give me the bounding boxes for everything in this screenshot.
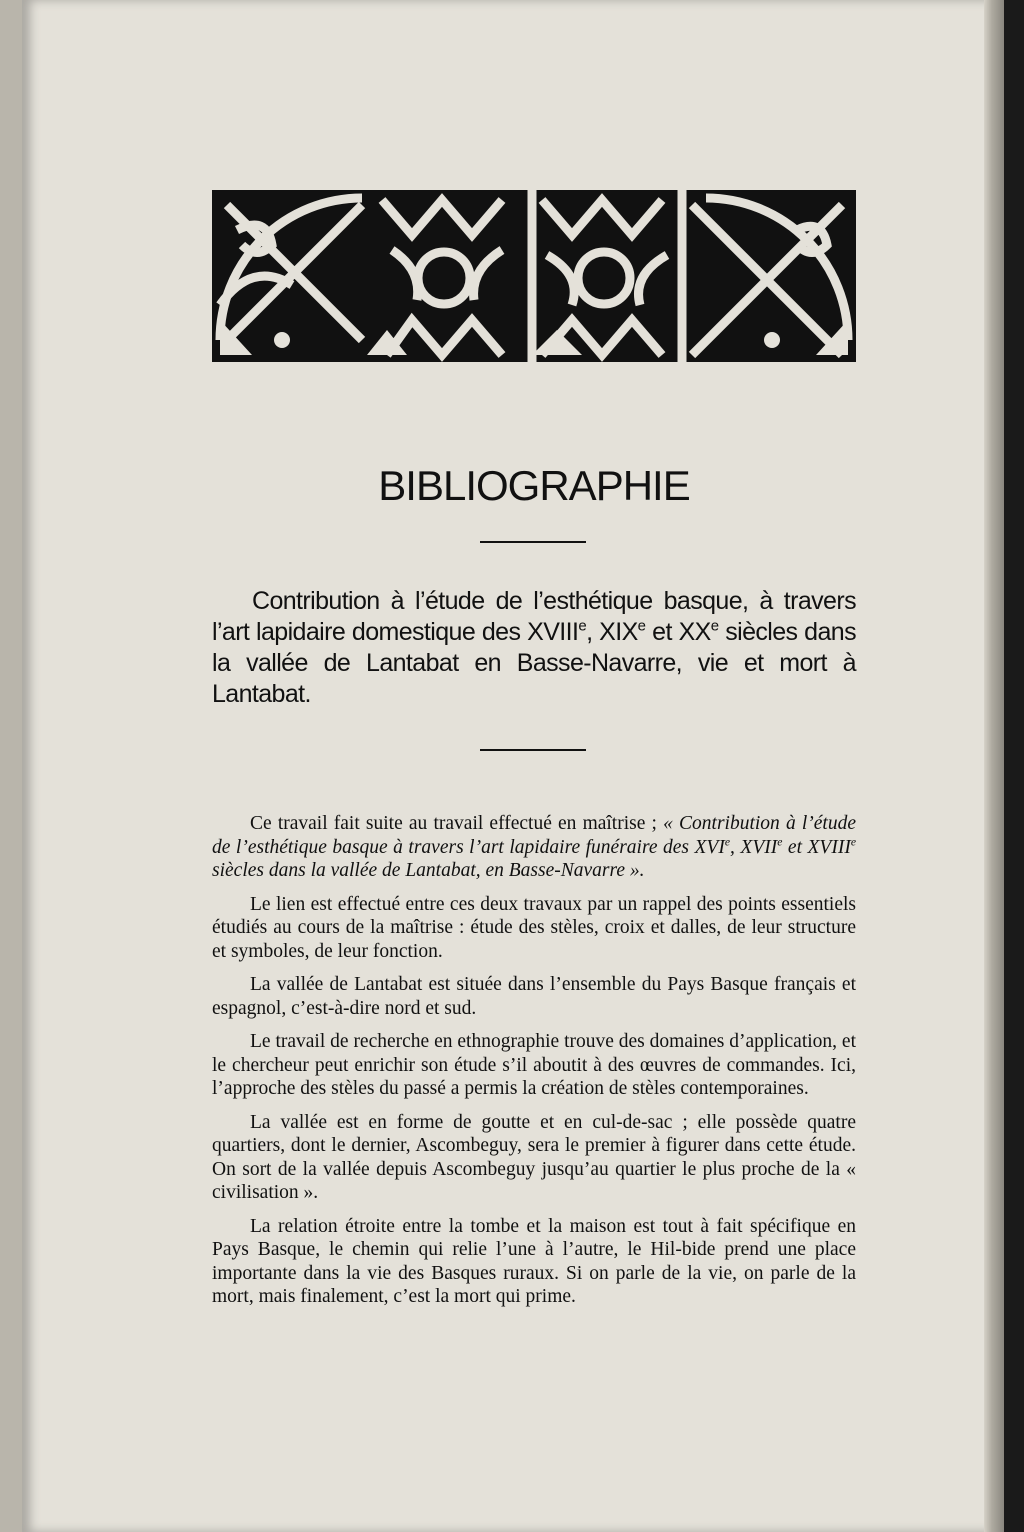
book-page bbox=[22, 0, 1004, 1532]
book-spine bbox=[0, 0, 22, 1532]
heading-divider bbox=[480, 541, 586, 543]
paragraph: Ce travail fait suite au travail effectué en maîtrise ; « Contribution à l’étude de l’esthétique basque à travers l’art lapidaire funéraire des XVIe, XVIIe et XVIIIe siècles dans la vallée de Lantabat, en Basse-Navarre ». bbox=[212, 813, 856, 881]
page-title: BIBLIOGRAPHIE bbox=[378, 462, 690, 509]
subtitle-divider bbox=[480, 749, 586, 751]
body-text bbox=[212, 812, 856, 1319]
paragraph: La relation étroite entre la tombe et la maison est tout à fait spécifique en Pays Basque, le chemin qui relie l’une à l’autre, le Hil-bide prend une place importante dans la vie des Basques ruraux. Si on parle de la vie, on parle de la mort, mais finalement, c’est la mort qui prime. bbox=[212, 1215, 856, 1307]
basque-carved-frieze bbox=[212, 190, 856, 362]
page-edge bbox=[984, 0, 1004, 1532]
paragraph: Le lien est effectué entre ces deux travaux par un rappel des points essentiels étudiés au cours de la maîtrise : étude des stèles, croix et dalles, de leur structure et symboles, de leur fonction. bbox=[212, 893, 856, 962]
paragraph: Le travail de recherche en ethnographie trouve des domaines d’application, et le chercheur peut enrichir son étude s’il aboutit à des œuvres de commandes. Ici, l’approche des stèles du passé a permis la création de stèles contemporaines. bbox=[212, 1031, 856, 1099]
work-title: Contribution à l’étude de l’esthétique basque, à travers l’art lapidaire domestique des XVIIIe, XIXe et XXe siècles dans la vallée de Lantabat en Basse-Navarre, vie et mort à Lantabat. bbox=[212, 587, 856, 708]
paragraph: La vallée est en forme de goutte et en cul-de-sac ; elle possède quatre quartiers, dont le dernier, Ascombeguy, sera le premier à figurer dans cette étude. On sort de la vallée depuis Ascombeguy jusqu’au quartier le plus proche de la « civilisation ». bbox=[212, 1111, 856, 1203]
paragraph: La vallée de Lantabat est située dans l’ensemble du Pays Basque français et espagnol, c’est-à-dire nord et sud. bbox=[212, 974, 856, 1019]
